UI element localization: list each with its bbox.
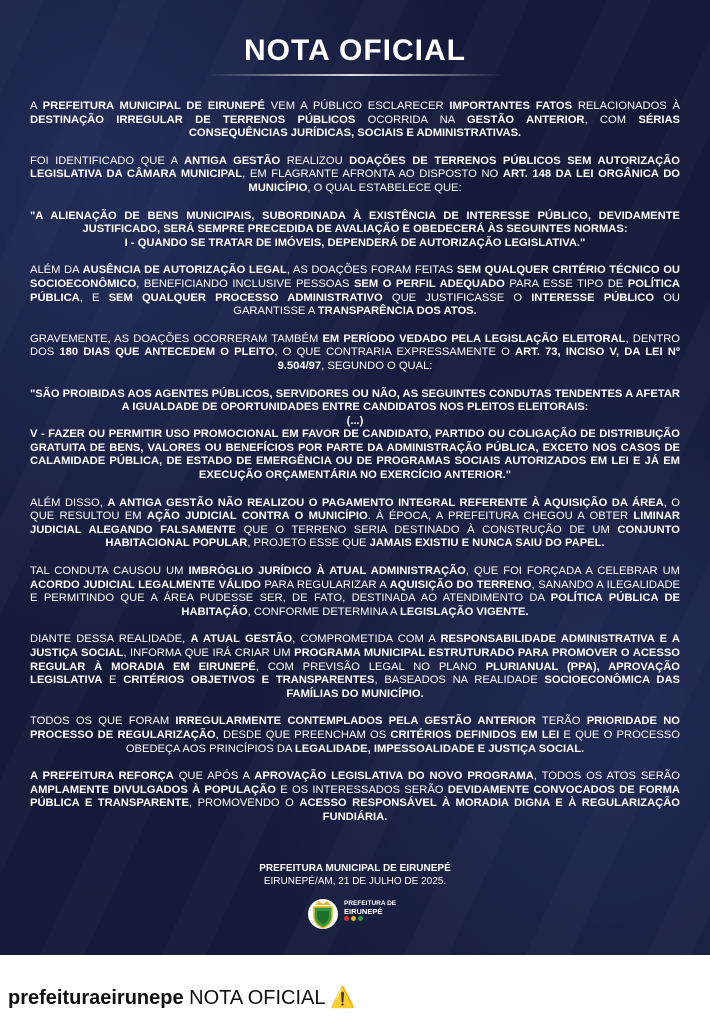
- text-run: , E: [79, 291, 109, 304]
- signature-date: EIRUNEPÉ/AM, 21 DE JULHO DE 2025.: [263, 876, 447, 887]
- bold-text-run: "SÃO PROIBIDAS AOS AGENTES PÚBLICOS, SERVIDORES OU NÃO, AS SEGUINTES CONDUTAS TENDENTES A AFETAR A IGUALDADE DE OPORTUNIDADES ENTRE CANDIDATOS NOS PLEITOS ELEITORAIS:: [30, 387, 680, 414]
- bold-text-run: PREFEITURA MUNICIPAL DE EIRUNEPÉ: [42, 100, 265, 112]
- text-run: VEM A PÚBLICO ESCLARECER: [264, 100, 450, 112]
- text-run: QUE O TERRENO SERIA DESTINADO À CONSTRUÇÃO DE UM: [235, 523, 618, 536]
- bold-text-run: DOAÇÕES DE TERRENOS PÚBLICOS SEM AUTORIZAÇÃO LEGISLATIVA DA CÂMARA MUNICIPAL: [30, 154, 680, 181]
- text-run: , BENEFICIANDO INCLUSIVE PESSOAS: [136, 277, 354, 290]
- logo-line-2: EIRUNEPÉ: [344, 906, 383, 916]
- text-run: RELACIONADOS À: [572, 100, 681, 112]
- body-paragraph: [30, 715, 680, 756]
- text-run: , EM FLAGRANTE AFRONTA AO DISPOSTO NO: [242, 168, 503, 181]
- bold-text-run: SEM QUALQUER PROCESSO ADMINISTRATIVO: [108, 291, 383, 304]
- text-run: , O QUAL ESTABELECE QUE:: [307, 181, 462, 194]
- text-run: QUE APÓS A: [173, 770, 255, 783]
- bold-text-run: I - QUANDO SE TRATAR DE IMÓVEIS, DEPENDERÁ DE AUTORIZAÇÃO LEGISLATIVA.": [124, 236, 586, 249]
- text-run: PARA REGULARIZAR A: [260, 578, 390, 591]
- bold-text-run: INTERESSE PÚBLICO: [531, 291, 655, 304]
- text-run: , O QUE CONTRARIA EXPRESSAMENTE O: [274, 346, 516, 359]
- bold-text-run: AUSÊNCIA DE AUTORIZAÇÃO LEGAL: [82, 264, 287, 277]
- bold-text-run: PLURIANUAL (PPA), APROVAÇÃO LEGISLATIVA: [30, 660, 680, 687]
- bold-text-run: JAMAIS EXISTIU E NUNCA SAIU DO PAPEL.: [369, 537, 605, 550]
- bold-text-run: V - FAZER OU PERMITIR USO PROMOCIONAL EM FAVOR DE CANDIDATO, PARTIDO OU COLIGAÇÃO DE DISTRIBUIÇÃO GRATUITA DE BENS, VALORES OU BENEFÍCIOS POR PARTE DA ADMINISTRAÇÃO PÚBLICA, EXCETO NOS CASOS DE CALAMIDADE PÚBLICA, DE ESTADO DE EMERGÊNCIA OU DE PROGRAMAS SOCIAIS AUTORIZADOS EM LEI E JÁ EM EXECUÇÃO ORÇAMENTÁRIA NO EXERCÍCIO ANTERIOR.": [30, 428, 680, 482]
- bold-text-run: LEGISLAÇÃO VIGENTE.: [399, 605, 529, 618]
- logo-line-1: PREFEITURA DE: [344, 900, 397, 907]
- text-run: , AS DOAÇÕES FORAM FEITAS: [286, 264, 457, 277]
- bold-text-run: A PREFEITURA REFORÇA: [30, 770, 174, 783]
- bold-text-run: 180 DIAS QUE ANTECEDEM O PLEITO: [59, 346, 275, 359]
- text-run: , PROJETO ESSE QUE: [247, 537, 370, 550]
- text-run: , INFORMA QUE IRÁ CRIAR UM: [123, 647, 295, 659]
- text-run: E OS INTERESSADOS SERÃO: [275, 783, 448, 796]
- text-run: . À ÉPOCA, A PREFEITURA CHEGOU A OBTER: [367, 510, 634, 523]
- bold-text-run: A ATUAL GESTÃO: [190, 633, 293, 646]
- text-run: REALIZOU: [280, 154, 350, 167]
- text-run: , O QUE RESULTOU EM: [30, 496, 680, 523]
- body-paragraph: [30, 770, 680, 824]
- logo-text: [344, 900, 396, 924]
- note-body: [30, 100, 680, 839]
- bold-text-run: "A ALIENAÇÃO DE BENS MUNICIPAIS, SUBORDINADA À EXISTÊNCIA DE INTERESSE PÚBLICO, DEVIDAMENTE JUSTIFICADO, SERÁ SEMPRE PRECEDIDA DE AVALIAÇÃO E OBEDECERÁ ÀS SEGUINTES NORMAS:: [30, 209, 680, 236]
- body-paragraph: [30, 565, 680, 619]
- text-run: , TODOS OS ATOS SERÃO: [533, 770, 680, 783]
- text-run: , BASEADOS NA REALIDADE: [374, 674, 545, 687]
- bold-text-run: RESPONSABILIDADE ADMINISTRATIVA E A JUSTIÇA SOCIAL: [30, 633, 680, 659]
- text-run: , SEGUNDO O QUAL:: [321, 359, 433, 372]
- page-title: NOTA OFICIAL: [244, 34, 466, 67]
- bold-text-run: AQUISIÇÃO DO TERRENO: [389, 578, 532, 591]
- body-paragraph: [30, 155, 680, 196]
- bold-text-run: APROVAÇÃO LEGISLATIVA DO NOVO PROGRAMA: [254, 770, 534, 783]
- bold-text-run: ACESSO RESPONSÁVEL À MORADIA DIGNA E À REGULARIZAÇÃO FUNDIÁRIA.: [299, 797, 681, 823]
- bold-text-run: TRANSPARÊNCIA DOS ATOS.: [317, 305, 477, 318]
- bold-text-run: CONJUNTO HABITACIONAL POPULAR: [105, 523, 680, 550]
- text-run: , DESDE QUE PREENCHAM OS: [215, 728, 391, 741]
- text-run: DIANTE DESSA REALIDADE,: [30, 633, 191, 646]
- legal-quote-paragraph: [30, 388, 680, 483]
- bold-text-run: POLÍTICA PÚBLICA: [30, 277, 680, 304]
- text-run: , COM PREVISÃO LEGAL NO PLANO: [255, 660, 486, 673]
- body-paragraph: [30, 633, 680, 701]
- text-run: FOI IDENTIFICADO QUE A: [30, 154, 185, 167]
- text-run: , COM: [584, 113, 639, 126]
- bold-text-run: ART. 148 DA LEI ORGÂNICA DO MUNICÍPIO: [248, 168, 680, 194]
- text-run: , SANANDO A ILEGALIDADE E PERMITINDO QUE A ÁREA PUDESSE SER, DE FATO, DESTINADA AO ATENDIMENTO DA: [30, 578, 680, 605]
- body-paragraph: [30, 497, 680, 551]
- municipal-crest-icon: [306, 897, 340, 931]
- post-caption: [8, 985, 355, 1010]
- bold-text-run: CRITÉRIOS DEFINIDOS EM LEI: [390, 728, 560, 741]
- caption-username[interactable]: prefeituraeirunepe: [8, 987, 184, 1009]
- text-run: , PROMOVENDO O: [188, 797, 300, 810]
- bold-text-run: ART. 73, INCISO V, DA LEI Nº 9.504/97: [277, 346, 680, 372]
- bold-text-run: CRITÉRIOS OBJETIVOS E TRANSPARENTES: [123, 674, 375, 687]
- bold-text-run: PRIORIDADE NO PROCESSO DE REGULARIZAÇÃO: [30, 715, 680, 741]
- bold-text-run: SEM QUALQUER CRITÉRIO TÉCNICO OU SOCIOECONÔMICO: [30, 264, 680, 290]
- bold-text-run: GESTÃO ANTERIOR: [466, 113, 585, 126]
- text-run: ALÉM DA: [30, 264, 83, 277]
- bold-text-run: A ANTIGA GESTÃO NÃO REALIZOU O PAGAMENTO INTEGRAL REFERENTE À AQUISIÇÃO DA ÁREA: [107, 496, 664, 509]
- logo-color-marks: [344, 916, 396, 924]
- body-paragraph: [30, 264, 680, 318]
- bold-text-run: LIMINAR JUDICIAL ALEGANDO FALSAMENTE: [30, 510, 680, 536]
- text-run: GRAVEMENTE, AS DOAÇÕES OCORRERAM TAMBÉM: [30, 332, 323, 345]
- text-run: QUE JUSTIFICASSE O: [382, 291, 532, 304]
- legal-quote-paragraph: [30, 210, 680, 251]
- text-run: E: [102, 674, 124, 687]
- text-run: , DENTRO DOS: [30, 332, 680, 359]
- bold-text-run: PROGRAMA MUNICIPAL ESTRUTURADO PARA PROMOVER O ACESSO REGULAR À MORADIA EM EIRUNEPÉ: [30, 647, 680, 673]
- text-run: OCORRIDA NA: [355, 113, 467, 126]
- bold-text-run: LEGALIDADE, IMPESSOALIDADE E JUSTIÇA SOCIAL.: [294, 742, 585, 755]
- signature-block: [0, 862, 710, 888]
- warning-icon: ⚠️: [330, 987, 356, 1009]
- text-run: , CONFORME DETERMINA A: [247, 605, 400, 618]
- body-paragraph: [30, 333, 680, 374]
- title-divider: [205, 74, 505, 76]
- text-run: TODOS OS QUE FORAM: [30, 715, 176, 728]
- bold-text-run: (...): [346, 414, 364, 427]
- bold-text-run: DEVIDAMENTE CONVOCADOS DE FORMA PÚBLICA E TRANSPARENTE: [30, 783, 681, 810]
- bold-text-run: EM PERÍODO VEDADO PELA LEGISLAÇÃO ELEITORAL: [322, 332, 626, 345]
- bold-text-run: POLÍTICA PÚBLICA DE HABITAÇÃO: [181, 592, 680, 618]
- text-run: A: [30, 100, 43, 112]
- bold-text-run: ANTIGA GESTÃO: [184, 154, 281, 167]
- prefeitura-logo: [306, 897, 406, 933]
- bold-text-run: SOCIOECONÔMICA DAS FAMÍLIAS DO MUNICÍPIO.: [286, 674, 681, 700]
- bold-text-run: IMPORTANTES FATOS: [449, 100, 573, 112]
- text-run: ALÉM DISSO,: [30, 496, 108, 509]
- caption-text: NOTA OFICIAL: [189, 987, 325, 1009]
- text-run: PARA ESSE TIPO DE: [504, 277, 628, 290]
- text-run: E QUE O PROCESSO OBEDEÇA AOS PRINCÍPIOS DA: [125, 728, 680, 755]
- bold-text-run: ACORDO JUDICIAL LEGALMENTE VÁLIDO: [30, 578, 261, 591]
- bold-text-run: SEM O PERFIL ADEQUADO: [353, 277, 505, 290]
- text-run: , COMPROMETIDA COM A: [292, 633, 441, 646]
- bold-text-run: AMPLAMENTE DIVULGADOS À POPULAÇÃO: [30, 783, 276, 796]
- bold-text-run: SÉRIAS CONSEQUÊNCIAS JURÍDICAS, SOCIAIS E ADMINISTRATIVAS.: [188, 113, 681, 140]
- bold-text-run: IRREGULARMENTE CONTEMPLADOS PELA GESTÃO ANTERIOR: [175, 715, 536, 728]
- text-run: OU GARANTISSE A: [233, 291, 680, 318]
- text-run: TAL CONDUTA CAUSOU UM: [30, 565, 189, 578]
- bold-text-run: IMBRÓGLIO JURÍDICO À ATUAL ADMINISTRAÇÃO: [188, 565, 466, 578]
- text-run: , QUE FOI FORÇADA A CELEBRAR UM: [465, 565, 680, 578]
- bold-text-run: DESTINAÇÃO IRREGULAR DE TERRENOS PÚBLICOS: [30, 113, 356, 126]
- signature-name: PREFEITURA MUNICIPAL DE EIRUNEPÉ: [259, 863, 451, 874]
- body-paragraph: [30, 100, 680, 141]
- text-run: TERÃO: [535, 715, 587, 728]
- bold-text-run: AÇÃO JUDICIAL CONTRA O MUNICÍPIO: [146, 510, 368, 523]
